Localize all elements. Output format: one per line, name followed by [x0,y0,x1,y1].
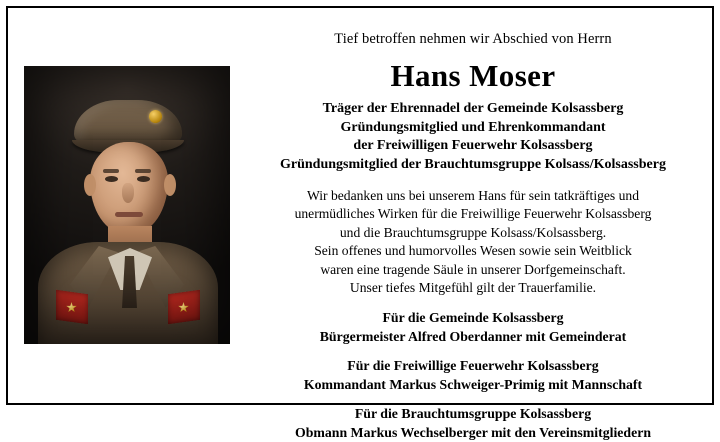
eyebrow-right [135,169,151,173]
portrait-photo [24,66,230,344]
signatory-group [252,309,694,346]
tribute-line: unermüdliches Wirken für die Freiwillige Feuerwehr Kolsassberg [294,206,652,222]
tribute-line: Sein offenes und humorvolles Wesen sowie sein Weitblick [314,243,632,259]
role-line: Gründungsmitglied der Brauchtumsgruppe Kolsass/Kolsassberg [280,156,666,172]
roles-block [252,100,694,174]
tribute-line: Wir bedanken uns bei unserem Hans für sein tatkräftiges und [306,187,640,203]
eyebrow-left [103,169,119,173]
group-signature: Kommandant Markus Schweiger-Primig mit Mannschaft [303,376,643,392]
tribute-text [252,187,694,298]
cap-badge-icon [149,110,162,123]
deceased-name: Hans Moser [390,58,556,94]
mouth [115,212,143,217]
portrait-column [8,8,246,403]
group-heading: Für die Gemeinde Kolsassberg [382,310,564,326]
group-signature: Bürgermeister Alfred Oberdanner mit Gemeinderat [319,328,627,344]
eye-left [105,176,118,182]
tribute-line: Unser tiefes Mitgefühl gilt der Trauerfamilie. [349,279,597,295]
intro-line: Tief betroffen nehmen wir Abschied von Herrn [334,31,612,47]
role-line: Träger der Ehrennadel der Gemeinde Kolsassberg [322,101,624,117]
role-line: der Freiwilligen Feuerwehr Kolsassberg [353,138,593,154]
ear-left [84,174,96,196]
tribute-line: und die Brauchtumsgruppe Kolsass/Kolsassberg. [339,224,607,240]
role-line: Gründungsmitglied und Ehrenkommandant [340,119,606,135]
group-heading: Für die Brauchtumsgruppe Kolsassberg [354,406,592,422]
text-column [246,8,712,440]
nose [122,183,134,203]
tribute-line: waren eine tragende Säule in unserer Dorfgemeinschaft. [320,261,626,277]
signatory-group [252,357,694,394]
eye-right [137,176,150,182]
notice-content [8,8,712,440]
group-heading: Für die Freiwillige Feuerwehr Kolsassberg [347,358,599,374]
ear-right [164,174,176,196]
group-signature: Obmann Markus Wechselberger mit den Vereinsmitgliedern [294,424,652,440]
